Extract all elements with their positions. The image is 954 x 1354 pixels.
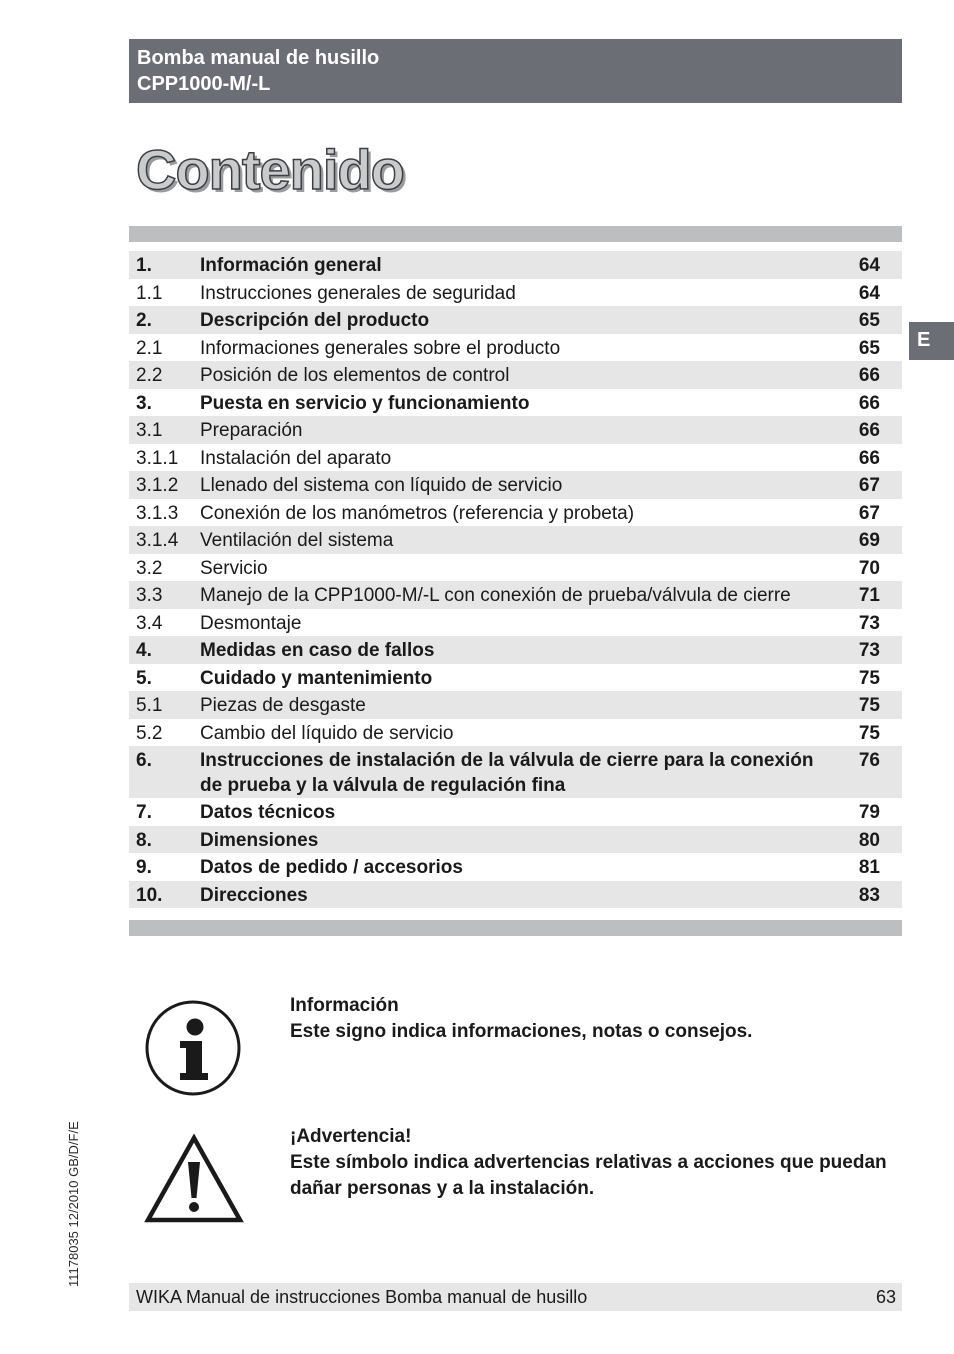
toc-entry-num: 3.1.3	[136, 502, 179, 524]
toc-entry[interactable]	[129, 361, 902, 389]
toc-entry-page: 79	[858, 802, 880, 823]
toc-entry-title: Medidas en caso de fallos	[200, 640, 435, 661]
table-of-contents	[129, 251, 902, 908]
toc-entry-page: 69	[858, 530, 880, 551]
header-title: Bomba manual de husillo	[137, 47, 380, 69]
toc-entry-page: 65	[858, 310, 880, 331]
toc-entry-title: Instalación del aparato	[200, 447, 392, 469]
footer-text: WIKA Manual de instrucciones Bomba manual de husillo	[136, 1286, 588, 1307]
toc-entry-page: 71	[858, 585, 880, 606]
toc-entry-page: 76	[858, 750, 880, 771]
toc-entry-page: 73	[858, 612, 880, 634]
toc-entry-title: Dimensiones	[200, 829, 319, 851]
toc-entry[interactable]	[129, 251, 902, 279]
toc-entry-title: Puesta en servicio y funcionamiento	[200, 392, 530, 414]
toc-entry[interactable]	[129, 526, 902, 554]
toc-entry-num: 3.3	[136, 585, 163, 606]
toc-entry[interactable]	[129, 416, 902, 444]
toc-entry-num: 3.4	[136, 612, 163, 634]
info-text: Este signo indica informaciones, notas o consejos.	[290, 1021, 753, 1042]
toc-entry-num: 3.2	[136, 557, 163, 579]
toc-entry-num: 3.1	[136, 420, 163, 441]
toc-entry-page: 66	[858, 420, 880, 441]
toc-entry-num: 9.	[136, 857, 152, 878]
toc-entry-title: Instrucciones de instalación de la válvula de cierre para la conexión de prueba y la válvula de regulación fina	[200, 750, 814, 796]
page-title: Contenido	[136, 138, 404, 201]
language-tab[interactable]: E	[909, 322, 954, 360]
toc-entry[interactable]	[129, 554, 902, 582]
toc-entry-title: Servicio	[200, 557, 268, 579]
toc-entry-title: Desmontaje	[200, 612, 302, 634]
toc-entry-title: Posición de los elementos de control	[200, 365, 510, 386]
toc-entry-num: 3.	[136, 392, 152, 414]
toc-entry-num: 6.	[136, 750, 152, 771]
warning-note	[290, 1124, 890, 1202]
toc-entry-title: Descripción del producto	[200, 310, 430, 331]
toc-entry-num: 2.1	[136, 337, 163, 359]
toc-entry[interactable]	[129, 471, 902, 499]
toc-entry-num: 8.	[136, 829, 152, 851]
toc-entry-title: Direcciones	[200, 884, 308, 906]
page-footer	[129, 1283, 902, 1311]
toc-entry-num: 10.	[136, 884, 163, 906]
toc-entry[interactable]	[129, 826, 902, 854]
bottom-rule	[129, 920, 902, 936]
toc-entry-page: 81	[858, 857, 880, 878]
toc-entry-title: Manejo de la CPP1000-M/-L con conexión de prueba/válvula de cierre	[200, 585, 791, 606]
info-note	[290, 993, 890, 1045]
warning-heading: ¡Advertencia!	[290, 1126, 412, 1147]
toc-entry-page: 75	[858, 667, 880, 689]
toc-entry-num: 5.	[136, 667, 152, 689]
toc-entry[interactable]	[129, 719, 902, 747]
toc-entry-num: 5.1	[136, 695, 163, 716]
toc-entry-num: 1.1	[136, 282, 163, 304]
toc-entry-page: 64	[858, 282, 880, 304]
toc-entry-title: Instrucciones generales de seguridad	[200, 282, 516, 304]
toc-entry-page: 80	[858, 829, 880, 851]
toc-entry[interactable]	[129, 334, 902, 362]
toc-entry[interactable]	[129, 636, 902, 664]
toc-entry-page: 66	[858, 365, 880, 386]
document-code: 11178035 12/2010 GB/D/F/E	[66, 1121, 81, 1287]
warning-icon	[144, 1134, 244, 1229]
toc-entry[interactable]	[129, 664, 902, 692]
warning-text: Este símbolo indica advertencias relativas a acciones que puedan dañar personas y a la instalación.	[290, 1152, 887, 1199]
toc-entry[interactable]	[129, 691, 902, 719]
toc-entry-page: 73	[858, 640, 880, 661]
toc-entry[interactable]	[129, 306, 902, 334]
toc-entry-title: Ventilación del sistema	[200, 530, 394, 551]
toc-entry-title: Cuidado y mantenimiento	[200, 667, 433, 689]
toc-entry[interactable]	[129, 609, 902, 637]
toc-entry-num: 5.2	[136, 722, 163, 744]
toc-entry[interactable]	[129, 881, 902, 909]
toc-entry[interactable]	[129, 746, 902, 798]
page-number: 63	[875, 1286, 896, 1307]
toc-entry-num: 1.	[136, 255, 152, 276]
toc-entry[interactable]	[129, 853, 902, 881]
toc-entry[interactable]	[129, 581, 902, 609]
toc-entry-title: Datos de pedido / accesorios	[200, 857, 463, 878]
toc-entry-title: Cambio del líquido de servicio	[200, 722, 454, 744]
top-rule	[129, 226, 902, 242]
document-header	[129, 39, 902, 103]
toc-entry-title: Conexión de los manómetros (referencia y probeta)	[200, 502, 635, 524]
toc-entry[interactable]	[129, 444, 902, 472]
toc-entry-page: 75	[858, 722, 880, 744]
toc-entry-page: 65	[858, 337, 880, 359]
toc-entry-title: Piezas de desgaste	[200, 695, 366, 716]
toc-entry[interactable]	[129, 389, 902, 417]
toc-entry-page: 64	[858, 255, 880, 276]
toc-entry[interactable]	[129, 798, 902, 826]
header-model: CPP1000-M/-L	[137, 73, 271, 95]
toc-entry-page: 66	[858, 447, 880, 469]
toc-entry[interactable]	[129, 499, 902, 527]
toc-entry[interactable]	[129, 279, 902, 307]
toc-entry-num: 2.2	[136, 365, 163, 386]
toc-entry-title: Informaciones generales sobre el producto	[200, 337, 561, 359]
toc-entry-page: 66	[858, 392, 880, 414]
toc-entry-num: 3.1.1	[136, 447, 179, 469]
toc-entry-title: Información general	[200, 255, 382, 276]
toc-entry-num: 4.	[136, 640, 152, 661]
toc-entry-page: 83	[858, 884, 880, 906]
toc-entry-title: Datos técnicos	[200, 802, 336, 823]
toc-entry-num: 7.	[136, 802, 152, 823]
toc-entry-title: Preparación	[200, 420, 303, 441]
toc-entry-page: 67	[858, 502, 880, 524]
toc-entry-num: 3.1.2	[136, 475, 179, 496]
toc-entry-num: 2.	[136, 310, 152, 331]
info-icon	[144, 999, 242, 1102]
toc-entry-title: Llenado del sistema con líquido de servicio	[200, 475, 563, 496]
info-heading: Información	[290, 995, 399, 1016]
toc-entry-page: 75	[858, 695, 880, 716]
toc-entry-page: 67	[858, 475, 880, 496]
toc-entry-page: 70	[858, 557, 880, 579]
toc-entry-num: 3.1.4	[136, 530, 179, 551]
